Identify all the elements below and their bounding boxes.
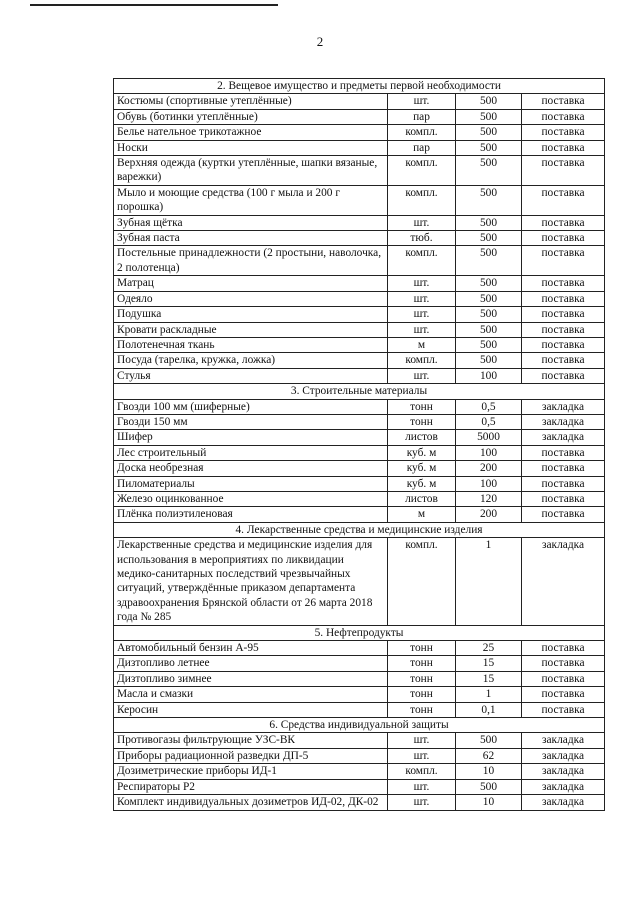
quantity-cell: 500 bbox=[456, 322, 522, 337]
supply-type-cell: поставка bbox=[522, 491, 605, 506]
quantity-cell: 500 bbox=[456, 156, 522, 186]
quantity-cell: 0,5 bbox=[456, 399, 522, 414]
quantity-cell: 500 bbox=[456, 231, 522, 246]
supply-type-cell: поставка bbox=[522, 307, 605, 322]
unit-cell: пар bbox=[388, 140, 456, 155]
supply-type-cell: закладка bbox=[522, 399, 605, 414]
table-row bbox=[114, 748, 605, 763]
supply-type-cell: поставка bbox=[522, 94, 605, 109]
item-name-cell: Подушка bbox=[114, 307, 388, 322]
item-name-cell: Кровати раскладные bbox=[114, 322, 388, 337]
table-row bbox=[114, 399, 605, 414]
quantity-cell: 500 bbox=[456, 276, 522, 291]
unit-cell: шт. bbox=[388, 322, 456, 337]
supply-type-cell: закладка bbox=[522, 538, 605, 625]
supply-type-cell: поставка bbox=[522, 322, 605, 337]
supply-type-cell: поставка bbox=[522, 246, 605, 276]
supply-type-cell: поставка bbox=[522, 185, 605, 215]
unit-cell: шт. bbox=[388, 94, 456, 109]
item-name-cell: Респираторы Р2 bbox=[114, 779, 388, 794]
unit-cell: тонн bbox=[388, 399, 456, 414]
table-row bbox=[114, 109, 605, 124]
item-name-cell: Полотенечная ткань bbox=[114, 337, 388, 352]
supply-type-cell: закладка bbox=[522, 733, 605, 748]
unit-cell: тонн bbox=[388, 656, 456, 671]
table-row bbox=[114, 276, 605, 291]
item-name-cell: Противогазы фильтрующие УЗС-ВК bbox=[114, 733, 388, 748]
unit-cell: компл. bbox=[388, 353, 456, 368]
supply-type-cell: поставка bbox=[522, 461, 605, 476]
quantity-cell: 500 bbox=[456, 291, 522, 306]
supply-type-cell: поставка bbox=[522, 231, 605, 246]
table-row bbox=[114, 461, 605, 476]
item-name-cell: Зубная паста bbox=[114, 231, 388, 246]
unit-cell: тонн bbox=[388, 414, 456, 429]
table-row bbox=[114, 414, 605, 429]
section-title: 2. Вещевое имущество и предметы первой необходимости bbox=[114, 79, 605, 94]
supply-type-cell: поставка bbox=[522, 215, 605, 230]
table-row bbox=[114, 215, 605, 230]
item-name-cell: Дозиметрические приборы ИД-1 bbox=[114, 764, 388, 779]
table-row bbox=[114, 641, 605, 656]
table-row bbox=[114, 779, 605, 794]
unit-cell: шт. bbox=[388, 779, 456, 794]
table-row bbox=[114, 476, 605, 491]
quantity-cell: 200 bbox=[456, 507, 522, 522]
item-name-cell: Плёнка полиэтиленовая bbox=[114, 507, 388, 522]
unit-cell: шт. bbox=[388, 291, 456, 306]
unit-cell: тонн bbox=[388, 702, 456, 717]
quantity-cell: 100 bbox=[456, 368, 522, 383]
supply-type-cell: поставка bbox=[522, 368, 605, 383]
table-row bbox=[114, 156, 605, 186]
quantity-cell: 15 bbox=[456, 671, 522, 686]
item-name-cell: Посуда (тарелка, кружка, ложка) bbox=[114, 353, 388, 368]
supply-type-cell: поставка bbox=[522, 125, 605, 140]
unit-cell: м bbox=[388, 507, 456, 522]
item-name-cell: Обувь (ботинки утеплённые) bbox=[114, 109, 388, 124]
supply-type-cell: поставка bbox=[522, 291, 605, 306]
supply-type-cell: закладка bbox=[522, 795, 605, 810]
table-row bbox=[114, 733, 605, 748]
unit-cell: пар bbox=[388, 109, 456, 124]
unit-cell: компл. bbox=[388, 764, 456, 779]
quantity-cell: 500 bbox=[456, 337, 522, 352]
unit-cell: шт. bbox=[388, 307, 456, 322]
item-name-cell: Комплект индивидуальных дозиметров ИД-02, ДК-02 bbox=[114, 795, 388, 810]
table-row bbox=[114, 445, 605, 460]
table-row bbox=[114, 291, 605, 306]
quantity-cell: 500 bbox=[456, 353, 522, 368]
item-name-cell: Доска необрезная bbox=[114, 461, 388, 476]
supply-type-cell: поставка bbox=[522, 445, 605, 460]
supply-type-cell: закладка bbox=[522, 414, 605, 429]
section-title: 5. Нефтепродукты bbox=[114, 625, 605, 640]
item-name-cell: Одеяло bbox=[114, 291, 388, 306]
table-row bbox=[114, 507, 605, 522]
table-row bbox=[114, 491, 605, 506]
unit-cell: шт. bbox=[388, 795, 456, 810]
item-name-cell: Верхняя одежда (куртки утеплённые, шапки вязаные, варежки) bbox=[114, 156, 388, 186]
table-row bbox=[114, 538, 605, 625]
item-name-cell: Гвозди 150 мм bbox=[114, 414, 388, 429]
table-row bbox=[114, 764, 605, 779]
supply-type-cell: закладка bbox=[522, 430, 605, 445]
item-name-cell: Масла и смазки bbox=[114, 687, 388, 702]
section-header-row bbox=[114, 718, 605, 733]
supply-type-cell: закладка bbox=[522, 764, 605, 779]
table-row bbox=[114, 353, 605, 368]
table-row bbox=[114, 430, 605, 445]
unit-cell: шт. bbox=[388, 748, 456, 763]
supply-type-cell: поставка bbox=[522, 702, 605, 717]
table-row bbox=[114, 246, 605, 276]
section-title: 3. Строительные материалы bbox=[114, 384, 605, 399]
supply-type-cell: поставка bbox=[522, 156, 605, 186]
item-name-cell: Железо оцинкованное bbox=[114, 491, 388, 506]
unit-cell: компл. bbox=[388, 125, 456, 140]
unit-cell: компл. bbox=[388, 185, 456, 215]
quantity-cell: 500 bbox=[456, 185, 522, 215]
supply-type-cell: поставка bbox=[522, 671, 605, 686]
unit-cell: м bbox=[388, 337, 456, 352]
quantity-cell: 10 bbox=[456, 764, 522, 779]
item-name-cell: Зубная щётка bbox=[114, 215, 388, 230]
item-name-cell: Матрац bbox=[114, 276, 388, 291]
item-name-cell: Стулья bbox=[114, 368, 388, 383]
unit-cell: куб. м bbox=[388, 445, 456, 460]
unit-cell: шт. bbox=[388, 733, 456, 748]
section-title: 4. Лекарственные средства и медицинские изделия bbox=[114, 522, 605, 537]
supply-type-cell: поставка bbox=[522, 276, 605, 291]
item-name-cell: Пиломатериалы bbox=[114, 476, 388, 491]
table-row bbox=[114, 94, 605, 109]
item-name-cell: Приборы радиационной разведки ДП-5 bbox=[114, 748, 388, 763]
quantity-cell: 500 bbox=[456, 307, 522, 322]
supply-type-cell: закладка bbox=[522, 779, 605, 794]
table-row bbox=[114, 702, 605, 717]
table-row bbox=[114, 125, 605, 140]
quantity-cell: 500 bbox=[456, 215, 522, 230]
supply-type-cell: закладка bbox=[522, 748, 605, 763]
top-rule bbox=[30, 4, 278, 6]
item-name-cell: Дизтопливо летнее bbox=[114, 656, 388, 671]
section-header-row bbox=[114, 522, 605, 537]
item-name-cell: Белье нательное трикотажное bbox=[114, 125, 388, 140]
quantity-cell: 5000 bbox=[456, 430, 522, 445]
table-row bbox=[114, 322, 605, 337]
supply-type-cell: поставка bbox=[522, 687, 605, 702]
quantity-cell: 0,1 bbox=[456, 702, 522, 717]
table-row bbox=[114, 231, 605, 246]
item-name-cell: Лес строительный bbox=[114, 445, 388, 460]
quantity-cell: 15 bbox=[456, 656, 522, 671]
quantity-cell: 62 bbox=[456, 748, 522, 763]
section-title: 6. Средства индивидуальной защиты bbox=[114, 718, 605, 733]
supply-type-cell: поставка bbox=[522, 641, 605, 656]
table-row bbox=[114, 337, 605, 352]
unit-cell: компл. bbox=[388, 246, 456, 276]
unit-cell: тонн bbox=[388, 641, 456, 656]
item-name-cell: Гвозди 100 мм (шиферные) bbox=[114, 399, 388, 414]
quantity-cell: 500 bbox=[456, 125, 522, 140]
item-name-cell: Автомобильный бензин А-95 bbox=[114, 641, 388, 656]
unit-cell: листов bbox=[388, 491, 456, 506]
supplies-table bbox=[113, 78, 605, 811]
unit-cell: куб. м bbox=[388, 476, 456, 491]
quantity-cell: 500 bbox=[456, 779, 522, 794]
quantity-cell: 500 bbox=[456, 140, 522, 155]
table-row bbox=[114, 368, 605, 383]
quantity-cell: 500 bbox=[456, 733, 522, 748]
unit-cell: тюб. bbox=[388, 231, 456, 246]
unit-cell: тонн bbox=[388, 671, 456, 686]
unit-cell: шт. bbox=[388, 276, 456, 291]
page-number: 2 bbox=[316, 34, 324, 49]
table-row bbox=[114, 795, 605, 810]
unit-cell: шт. bbox=[388, 215, 456, 230]
quantity-cell: 1 bbox=[456, 687, 522, 702]
table-row bbox=[114, 656, 605, 671]
quantity-cell: 200 bbox=[456, 461, 522, 476]
table-row bbox=[114, 185, 605, 215]
quantity-cell: 10 bbox=[456, 795, 522, 810]
supply-type-cell: поставка bbox=[522, 337, 605, 352]
supplies-table-body bbox=[114, 79, 605, 811]
section-header-row bbox=[114, 384, 605, 399]
table-row bbox=[114, 687, 605, 702]
supply-type-cell: поставка bbox=[522, 507, 605, 522]
item-name-cell: Постельные принадлежности (2 простыни, наволочка, 2 полотенца) bbox=[114, 246, 388, 276]
quantity-cell: 500 bbox=[456, 94, 522, 109]
unit-cell: шт. bbox=[388, 368, 456, 383]
quantity-cell: 500 bbox=[456, 246, 522, 276]
quantity-cell: 1 bbox=[456, 538, 522, 625]
section-header-row bbox=[114, 625, 605, 640]
unit-cell: тонн bbox=[388, 687, 456, 702]
supply-type-cell: поставка bbox=[522, 109, 605, 124]
supply-type-cell: поставка bbox=[522, 140, 605, 155]
item-name-cell: Шифер bbox=[114, 430, 388, 445]
table-row bbox=[114, 307, 605, 322]
supply-type-cell: поставка bbox=[522, 476, 605, 491]
supply-type-cell: поставка bbox=[522, 656, 605, 671]
quantity-cell: 100 bbox=[456, 476, 522, 491]
section-header-row bbox=[114, 79, 605, 94]
quantity-cell: 0,5 bbox=[456, 414, 522, 429]
unit-cell: компл. bbox=[388, 156, 456, 186]
quantity-cell: 120 bbox=[456, 491, 522, 506]
item-name-cell: Костюмы (спортивные утеплённые) bbox=[114, 94, 388, 109]
table-row bbox=[114, 671, 605, 686]
quantity-cell: 100 bbox=[456, 445, 522, 460]
supply-type-cell: поставка bbox=[522, 353, 605, 368]
unit-cell: куб. м bbox=[388, 461, 456, 476]
unit-cell: листов bbox=[388, 430, 456, 445]
table-row bbox=[114, 140, 605, 155]
item-name-cell: Керосин bbox=[114, 702, 388, 717]
item-name-cell: Носки bbox=[114, 140, 388, 155]
unit-cell: компл. bbox=[388, 538, 456, 625]
item-name-cell: Лекарственные средства и медицинские изделия для использования в мероприятиях по ликвидации медико-санитарных последствий чрезвычайных ситуаций, утверждённые приказом департамента здравоохранения Брянской области от 26 марта 2018 года № 285 bbox=[114, 538, 388, 625]
quantity-cell: 25 bbox=[456, 641, 522, 656]
quantity-cell: 500 bbox=[456, 109, 522, 124]
item-name-cell: Мыло и моющие средства (100 г мыла и 200 г порошка) bbox=[114, 185, 388, 215]
item-name-cell: Дизтопливо зимнее bbox=[114, 671, 388, 686]
